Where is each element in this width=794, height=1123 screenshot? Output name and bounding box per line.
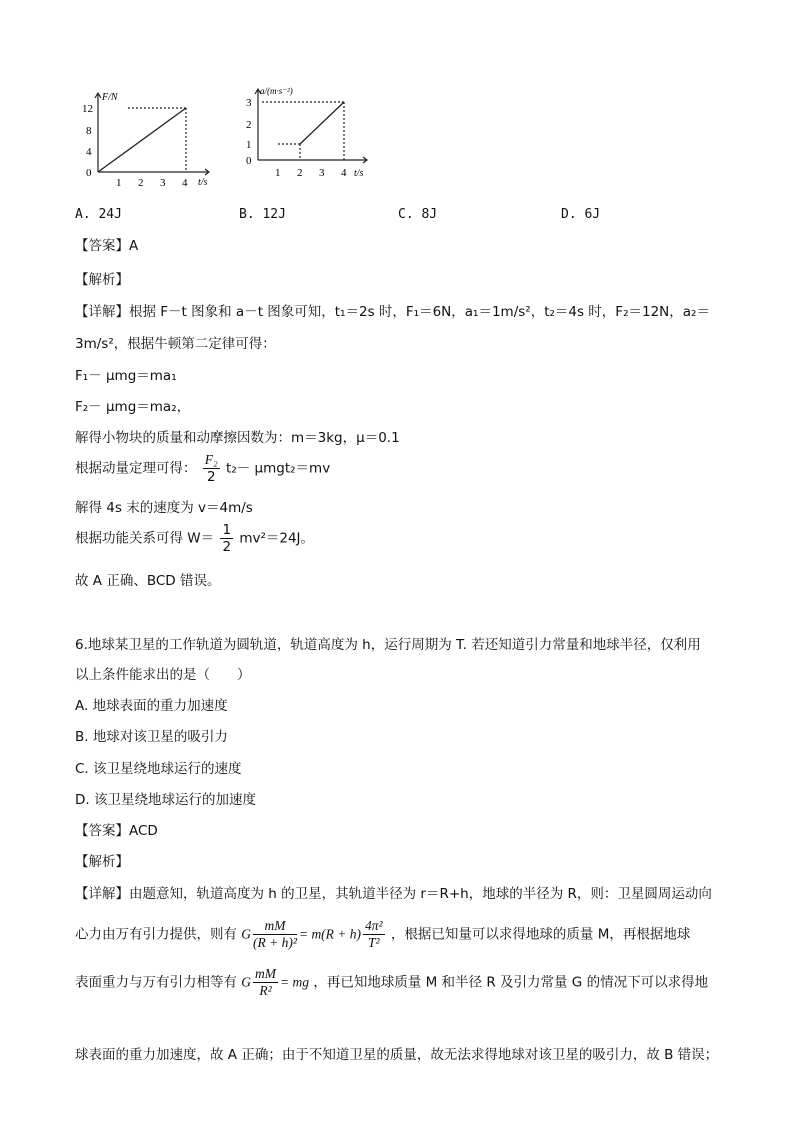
- fraction: $\frac{mM}{\text{R²}}$: [255, 966, 277, 998]
- formula-mid: = mg: [280, 974, 310, 990]
- formula-g: G: [241, 974, 252, 990]
- a-t-xtick: 4: [341, 167, 347, 179]
- a-t-x-label: t/s: [354, 168, 364, 179]
- option-b: B. 12J: [239, 207, 286, 222]
- formula-mid: = m(R + h): [298, 926, 362, 942]
- energy-prefix: 根据功能关系可得 W＝: [75, 530, 215, 547]
- a-t-xtick: 2: [297, 167, 303, 179]
- f-t-graph: [80, 88, 220, 192]
- f-t-xtick: 4: [182, 177, 188, 189]
- question-stem: 以上条件能求出的是（ ）: [75, 667, 251, 683]
- option-a: A. 地球表面的重力加速度: [75, 698, 228, 714]
- detail-text: 3m/s²，根据牛顿第二定律可得：: [75, 336, 276, 352]
- f-t-xtick: 1: [116, 177, 122, 189]
- option-c: C. 8J: [398, 207, 438, 222]
- detail-prefix: 表面重力与万有引力相等有: [75, 974, 237, 991]
- f-t-xtick: 3: [160, 177, 166, 189]
- energy-suffix: mv²＝24J。: [239, 530, 315, 547]
- equation: F₁－ μmg＝ma₁: [75, 368, 177, 384]
- formula-line: [75, 966, 708, 999]
- answer-label: 【答案】ACD: [75, 823, 158, 839]
- a-t-ytick: 0: [246, 155, 252, 167]
- momentum-prefix: 根据动量定理可得：: [75, 460, 197, 477]
- f-t-y-label: F/N: [102, 92, 118, 103]
- analysis-label: 【解析】: [75, 854, 129, 870]
- fraction: $\frac{mM}{\text{(R + h)²}}$: [253, 918, 297, 950]
- option-b: B. 地球对该卫星的吸引力: [75, 729, 228, 745]
- option-c: C. 该卫星绕地球运行的速度: [75, 761, 242, 777]
- momentum-line: [75, 452, 330, 485]
- detail-prefix: 心力由万有引力提供，则有: [75, 926, 237, 943]
- detail-text: 【详解】根据 F－t 图象和 a－t 图象可知，t₁＝2s 时，F₁＝6N，a₁＝1m/s²，t₂＝4s 时，F₂＝12N，a₂＝: [75, 304, 710, 320]
- formula-line: [75, 918, 690, 951]
- detail-suffix: ，再已知地球质量 M 和半径 R 及引力常量 G 的情况下可以求得地: [313, 974, 709, 991]
- a-t-ytick: 2: [246, 119, 252, 131]
- a-t-ytick: 1: [246, 139, 252, 151]
- formula-g: G: [241, 926, 252, 942]
- answer-label: 【答案】A: [75, 238, 139, 254]
- solve-text: 解得小物块的质量和动摩擦因数为：m＝3kg，μ＝0.1: [75, 430, 400, 446]
- a-t-xtick: 1: [275, 167, 281, 179]
- f-t-ytick: 8: [86, 125, 92, 137]
- a-t-graph: [238, 84, 378, 188]
- analysis-label: 【解析】: [75, 272, 129, 288]
- conclusion-text: 故 A 正确、BCD 错误。: [75, 573, 221, 589]
- f-t-ytick: 4: [86, 146, 92, 158]
- fraction: $\frac{\text{F₂}}{2}$: [204, 452, 218, 485]
- detail-text: 【详解】由题意知，轨道高度为 h 的卫星，其轨道半径为 r＝R+h，地球的半径为 R，则：卫星圆周运动向: [75, 886, 712, 902]
- velocity-text: 解得 4s 末的速度为 v＝4m/s: [75, 500, 253, 516]
- detail-suffix: ，根据已知量可以求得地球的质量 M，再根据地球: [390, 926, 691, 943]
- f-t-xtick: 2: [138, 177, 144, 189]
- energy-line: [75, 522, 314, 555]
- a-t-xtick: 3: [319, 167, 325, 179]
- fraction: $\frac{\text{4π²}}{\text{T²}}$: [365, 918, 383, 950]
- momentum-suffix: t₂－ μmgt₂＝mv: [226, 460, 331, 477]
- f-t-ytick: 12: [82, 103, 93, 115]
- option-d: D. 该卫星绕地球运行的加速度: [75, 792, 256, 808]
- option-d: D. 6J: [561, 207, 601, 222]
- fraction: $\frac{1}{2}$: [222, 522, 232, 555]
- a-t-y-label: a/(m·s⁻²): [260, 86, 293, 96]
- f-t-ytick: 0: [86, 167, 92, 179]
- detail-text: 球表面的重力加速度，故 A 正确；由于不知道卫星的质量，故无法求得地球对该卫星的吸引力，故 B 错误；: [75, 1047, 719, 1063]
- f-t-x-label: t/s: [198, 177, 208, 188]
- question-stem: 6.地球某卫星的工作轨道为圆轨道，轨道高度为 h，运行周期为 T. 若还知道引力常量和地球半径，仅利用: [75, 637, 701, 653]
- equation: F₂－ μmg＝ma₂，: [75, 399, 191, 415]
- a-t-ytick: 3: [246, 97, 252, 109]
- option-a: A. 24J: [75, 207, 122, 222]
